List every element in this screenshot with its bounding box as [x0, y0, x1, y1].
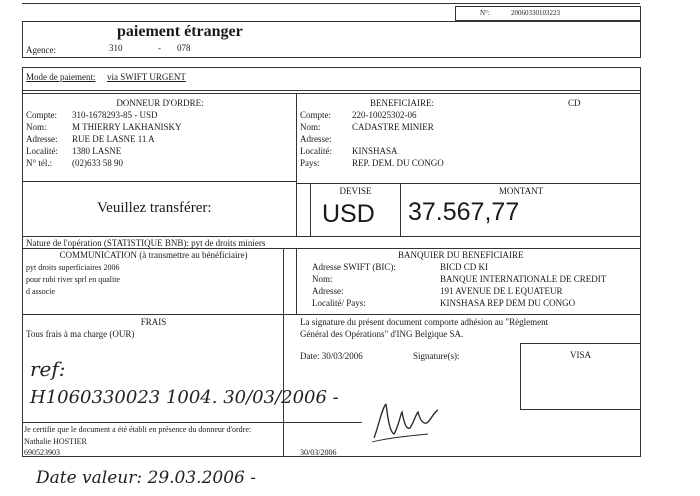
donneur-localite-label: Localité: — [26, 146, 58, 156]
beneficiaire-title: BENEFICIAIRE: — [370, 98, 434, 108]
devise-value: USD — [322, 200, 375, 228]
montant-label: MONTANT — [498, 186, 544, 196]
banquier-adresse-value: 191 AVENUE DE L EQUATEUR — [440, 286, 563, 296]
donneur-row-tel-value — [72, 158, 123, 169]
montant-value: 37.567,77 — [408, 198, 520, 226]
beneficiaire-code: CD — [568, 98, 581, 108]
banquier-localite-value: KINSHASA REP DEM DU CONGO — [440, 298, 576, 308]
banquier-adresse-label: Adresse: — [312, 286, 344, 296]
agence-code: 078 — [177, 43, 191, 53]
devise-label: DEVISE — [339, 186, 372, 196]
certification-date: 30/03/2006 — [300, 448, 337, 457]
transfer-label: Veuillez transférer: — [97, 200, 212, 216]
benef-localite-value: KINSHASA — [352, 146, 398, 156]
communication-title: COMMUNICATION (à transmettre au bénéficiaire) — [59, 250, 248, 260]
benef-nom-label: Nom: — [300, 122, 321, 132]
payment-mode-label: Mode de paiement: — [26, 72, 96, 82]
signature-date: Date: 30/03/2006 — [300, 351, 363, 361]
benef-nom-value: CADASTRE MINIER — [352, 122, 434, 132]
donneur-nom-value: M THIERRY LAKHANISKY — [72, 122, 182, 132]
donneur-tel-label: N° tél.: — [26, 158, 53, 168]
handwritten-ref: ref: — [30, 357, 66, 381]
benef-adresse-label: Adresse: — [300, 134, 332, 144]
signature-label: Signature(s): — [413, 351, 460, 361]
banquier-nom-value: BANQUE INTERNATIONALE DE CREDIT — [440, 274, 607, 284]
signature-scribble — [368, 398, 448, 446]
donneur-title: DONNEUR D'ORDRE: — [116, 98, 204, 108]
frais-value: Tous frais à ma charge (OUR) — [26, 329, 135, 339]
banquier-title: BANQUIER DU BENEFICIAIRE — [398, 250, 524, 260]
banquier-bic-label: Adresse SWIFT (BIC): — [312, 262, 396, 272]
communication-line-1: pyt droits superficiaires 2006 — [26, 263, 120, 272]
signature-text-2: Général des Opérations" d'ING Belgique SA. — [300, 329, 464, 339]
benef-pays-label: Pays: — [300, 158, 320, 168]
divider-vertical-top — [296, 93, 297, 236]
divider-transfer-left — [22, 181, 296, 182]
donneur-nom-label: Nom: — [26, 122, 47, 132]
divider-payment — [22, 90, 641, 91]
divider-nature — [22, 236, 641, 237]
benef-localite-label: Localité: — [300, 146, 332, 156]
certification-name: Nathalie HOSTIER — [24, 437, 87, 446]
handwritten-date-valeur: Date valeur: 29.03.2006 - — [36, 468, 256, 488]
donneur-adresse-value: RUE DE LASNE 11 A — [72, 134, 155, 144]
donneur-row-compte — [26, 110, 57, 121]
top-border — [22, 3, 640, 4]
signature-text-1: La signature du présent document comporte adhésion au "Règlement — [300, 317, 549, 327]
donneur-row-localite-value — [72, 146, 121, 157]
donneur-row-tel — [26, 158, 52, 169]
nature-label: Nature de l'opération (STATISTIQUE BNB): pyt de droits miniers — [26, 238, 266, 248]
handwritten-ref-line: H1060330023 1004. 30/03/2006 - — [30, 387, 339, 408]
frais-title: FRAIS — [140, 317, 167, 327]
divider-communication — [22, 248, 641, 249]
agence-sep: - — [158, 43, 161, 53]
donneur-row-localite — [26, 146, 58, 157]
agence-value: 310 — [109, 43, 123, 53]
donneur-row-nom-value — [72, 122, 182, 133]
donneur-localite-value: 1380 LASNE — [72, 146, 122, 156]
benef-compte-value: 220-10025302-06 — [352, 110, 417, 120]
ref-number: 20060330103223 — [511, 9, 560, 17]
page-title: paiement étranger — [117, 23, 243, 40]
communication-line-2: pour rubi river sprl en qualite — [26, 275, 120, 284]
benef-pays-value: REP. DEM. DU CONGO — [352, 158, 444, 168]
donneur-row-adresse-value — [72, 134, 155, 145]
ref-label: N°: — [480, 9, 490, 17]
donneur-adresse-label: Adresse: — [26, 134, 58, 144]
banquier-bic-value: BICD CD KI — [440, 262, 489, 272]
donneur-row-adresse — [26, 134, 58, 145]
divider-payment-2 — [22, 93, 641, 94]
communication-line-3: d associe — [26, 287, 56, 296]
divider-vertical-mid — [283, 248, 284, 457]
donneur-compte-label: Compte: — [26, 110, 57, 120]
payment-mode-value: via SWIFT URGENT — [107, 72, 186, 82]
divider-certification — [22, 422, 362, 423]
certification-number: 690523903 — [24, 448, 60, 457]
donneur-row-nom — [26, 122, 47, 133]
divider-transfer-right — [296, 183, 641, 184]
divider-frais — [22, 314, 641, 315]
benef-compte-label: Compte: — [300, 110, 331, 120]
divider-banquier-left — [296, 248, 297, 314]
banquier-nom-label: Nom: — [312, 274, 333, 284]
agence-label: Agence: — [26, 45, 56, 55]
visa-label: VISA — [569, 350, 591, 360]
donneur-row-compte-value — [72, 110, 158, 121]
donneur-compte-value: 310-1678293-85 - USD — [72, 110, 158, 120]
donneur-tel-value: (02)633 58 90 — [72, 158, 123, 168]
certification-text: Je certifie que le document a été établi en présence du donneur d'ordre: — [24, 425, 252, 434]
banquier-localite-label: Localité/ Pays: — [312, 298, 366, 308]
